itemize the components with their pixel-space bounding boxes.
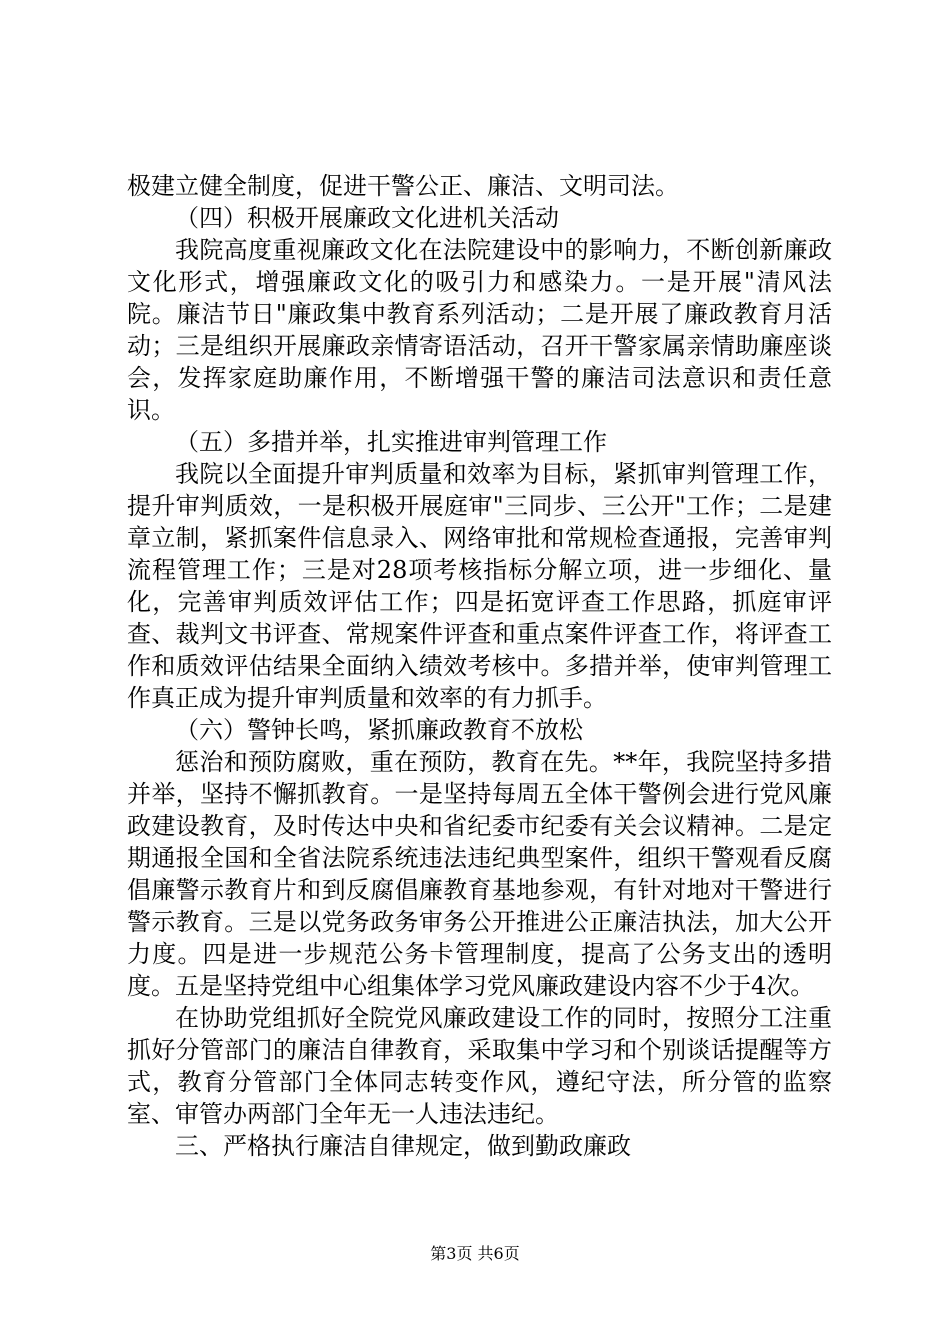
section-heading-five: （五）多措并举，扎实推进审判管理工作	[175, 428, 607, 456]
section-heading-four: （四）积极开展廉政文化进机关活动	[175, 204, 559, 232]
paragraph-integrity-culture: 我院高度重视廉政文化在法院建设中的影响力，不断创新廉政文化形式，增强廉政文化的吸引力和感染力。一是开展"清风法院。廉洁节日"廉政集中教育系列活动；二是开展了廉政教育月活动；三是组织开展廉政亲情寄语活动，召开干警家属亲情助廉座谈会，发挥家庭助廉作用，不断增强干警的廉洁司法意识和责任意识。	[127, 236, 832, 424]
paragraph-supervised-departments: 在协助党组抓好全院党风廉政建设工作的同时，按照分工注重抓好分管部门的廉洁自律教育，采取集中学习和个别谈话提醒等方式，教育分管部门全体同志转变作风，遵纪守法，所分管的监察室、审管办两部门全年无一人违法违纪。	[127, 1004, 832, 1128]
page-number-label: 第3页 共6页	[430, 1244, 520, 1263]
section-heading-six: （六）警钟长鸣，紧抓廉政教育不放松	[175, 716, 583, 744]
paragraph-trial-management: 我院以全面提升审判质量和效率为目标，紧抓审判管理工作，提升审判质效，一是积极开展庭审"三同步、三公开"工作；二是建章立制，紧抓案件信息录入、网络审批和常规检查通报，完善审判流程管理工作；三是对28项考核指标分解立项，进一步细化、量化，完善审判质效评估工作；四是拓宽评查工作思路，抓庭审评查、裁判文书评查、常规案件评查和重点案件评查工作，将评查工作和质效评估结果全面纳入绩效考核中。多措并举，使审判管理工作真正成为提升审判质量和效率的有力抓手。	[127, 460, 832, 712]
section-heading-three: 三、严格执行廉洁自律规定，做到勤政廉政	[175, 1132, 631, 1160]
document-body	[127, 170, 832, 1162]
paragraph-integrity-education: 惩治和预防腐败，重在预防，教育在先。**年，我院坚持多措并举，坚持不懈抓教育。一是坚持每周五全体干警例会进行党风廉政建设教育，及时传达中央和省纪委市纪委有关会议精神。二是定期通报全国和全省法院系统违法违纪典型案件，组织干警观看反腐倡廉警示教育片和到反腐倡廉教育基地参观，有针对地对干警进行警示教育。三是以党务政务审务公开推进公正廉洁执法，加大公开力度。四是进一步规范公务卡管理制度，提高了公务支出的透明度。五是坚持党组中心组集体学习党风廉政建设内容不少于4次。	[127, 748, 832, 1000]
page-footer	[0, 1244, 950, 1264]
paragraph-continuation: 极建立健全制度，促进干警公正、廉洁、文明司法。	[127, 172, 679, 200]
